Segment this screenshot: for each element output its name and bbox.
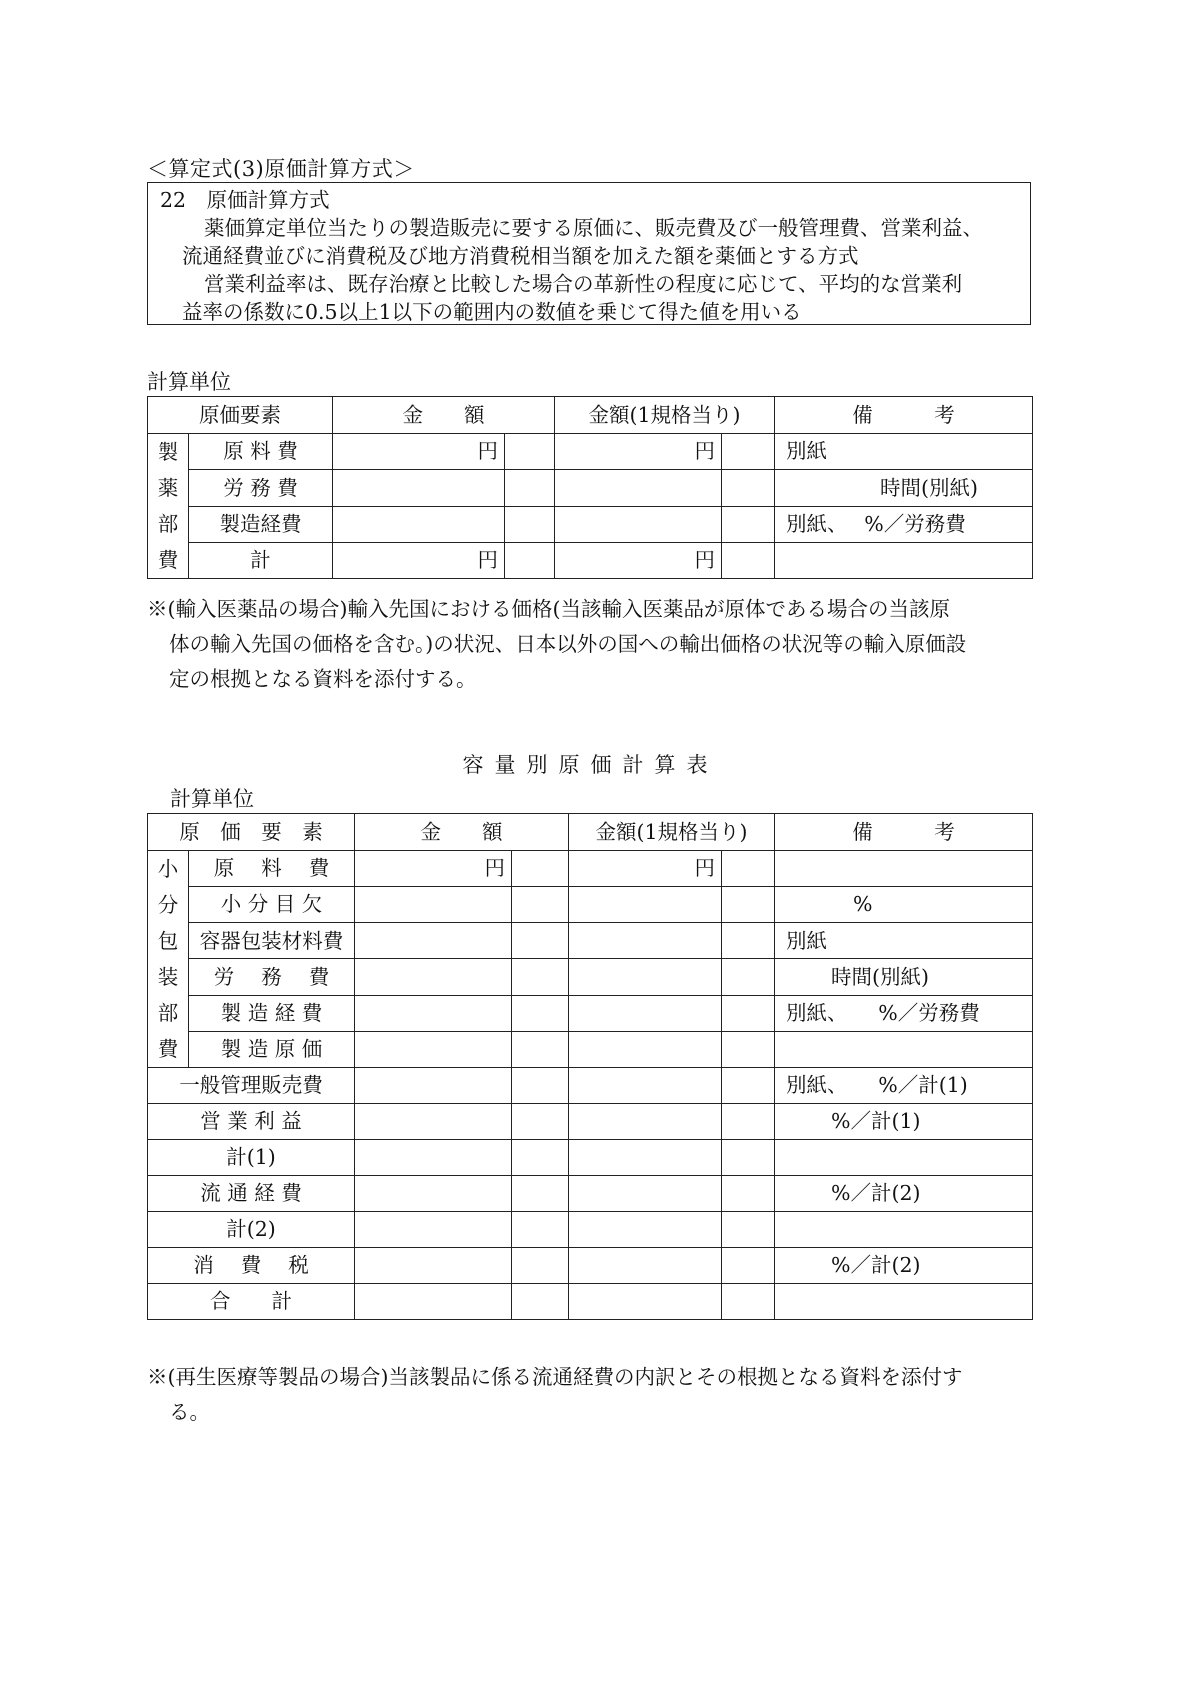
spec-amount-cell xyxy=(722,1031,775,1067)
amount-cell xyxy=(512,959,569,995)
spec-amount-cell xyxy=(722,1140,775,1176)
spec-amount-cell xyxy=(722,1176,775,1212)
amount-cell xyxy=(355,1140,512,1176)
amount-cell xyxy=(333,470,505,506)
remark-cell: 別紙、 %／計(1) xyxy=(775,1068,1033,1104)
row-name: 流 通 経 費 xyxy=(148,1176,355,1212)
amount-cell xyxy=(505,470,555,506)
table-row xyxy=(148,1176,1033,1212)
definition-line: 薬価算定単位当たりの製造販売に要する原価に、販売費及び一般管理費、営業利益、 xyxy=(204,216,983,240)
cost-table-1 xyxy=(147,396,1033,579)
amount-cell xyxy=(355,995,512,1031)
definition-title: 22 原価計算方式 xyxy=(160,188,330,212)
calc-unit-label: 計算単位 xyxy=(170,787,254,811)
amount-cell xyxy=(512,887,569,923)
row-name: 製造経費 xyxy=(189,506,333,542)
remark-cell: %／計(1) xyxy=(775,1104,1033,1140)
amount-cell xyxy=(512,1212,569,1248)
table-row xyxy=(148,470,1033,506)
remark-cell xyxy=(775,851,1033,887)
amount-cell xyxy=(355,1176,512,1212)
amount-cell xyxy=(505,542,555,578)
row-name: 営 業 利 益 xyxy=(148,1104,355,1140)
remark-cell xyxy=(775,1031,1033,1067)
row-name: 小 分 目 欠 xyxy=(189,887,355,923)
spec-amount-cell: 円 xyxy=(555,542,722,578)
spec-amount-cell xyxy=(722,1068,775,1104)
amount-cell xyxy=(355,1104,512,1140)
remark-cell: 別紙、 %／労務費 xyxy=(775,995,1033,1031)
row-name: 計(2) xyxy=(148,1212,355,1248)
amount-cell: 円 xyxy=(333,542,505,578)
remark-cell: 別紙 xyxy=(775,434,1033,470)
amount-cell xyxy=(355,1284,512,1320)
spec-amount-cell xyxy=(722,506,775,542)
spec-amount-cell xyxy=(722,995,775,1031)
amount-cell xyxy=(512,1140,569,1176)
definition-line: 流通経費並びに消費税及び地方消費税相当額を加えた額を薬価とする方式 xyxy=(182,244,859,268)
remark-cell: 時間(別紙) xyxy=(775,959,1033,995)
remark-cell: 時間(別紙) xyxy=(775,470,1033,506)
table-row xyxy=(148,887,1033,923)
remark-cell xyxy=(775,1212,1033,1248)
group-label-manufacturing: 製 薬 部 費 xyxy=(148,434,189,579)
table-row xyxy=(148,1140,1033,1176)
group-label-packaging: 小 分 包 装 部 費 xyxy=(148,851,189,1068)
spec-amount-cell xyxy=(722,851,775,887)
header-amount: 金 額 xyxy=(333,397,555,434)
spec-amount-cell xyxy=(569,887,722,923)
import-note xyxy=(147,592,1037,697)
row-name: 容器包装材料費 xyxy=(189,923,355,959)
spec-amount-cell xyxy=(722,1104,775,1140)
amount-cell xyxy=(512,1176,569,1212)
row-name: 労 務 費 xyxy=(189,959,355,995)
amount-cell xyxy=(512,1031,569,1067)
table-row xyxy=(148,1068,1033,1104)
spec-amount-cell xyxy=(569,1284,722,1320)
spec-amount-cell xyxy=(569,1104,722,1140)
amount-cell xyxy=(512,851,569,887)
amount-cell xyxy=(333,506,505,542)
amount-cell xyxy=(505,506,555,542)
spec-amount-cell xyxy=(722,1212,775,1248)
remark-cell xyxy=(775,542,1033,578)
spec-amount-cell xyxy=(555,470,722,506)
table-row xyxy=(148,923,1033,959)
amount-cell xyxy=(512,995,569,1031)
amount-cell xyxy=(512,1284,569,1320)
row-name: 製 造 経 費 xyxy=(189,995,355,1031)
amount-cell xyxy=(355,959,512,995)
spec-amount-cell xyxy=(569,1248,722,1284)
amount-cell xyxy=(355,1212,512,1248)
header-cost-element: 原価要素 xyxy=(148,397,333,434)
header-cost-element: 原 価 要 素 xyxy=(148,814,355,851)
amount-cell xyxy=(512,1068,569,1104)
row-name: 計 xyxy=(189,542,333,578)
table-row xyxy=(148,1104,1033,1140)
header-remarks: 備 考 xyxy=(775,814,1033,851)
amount-cell xyxy=(355,887,512,923)
amount-cell xyxy=(512,923,569,959)
table-row xyxy=(148,506,1033,542)
row-name: 合 計 xyxy=(148,1284,355,1320)
spec-amount-cell xyxy=(569,959,722,995)
table-row xyxy=(148,959,1033,995)
spec-amount-cell xyxy=(569,1176,722,1212)
table-header-row xyxy=(148,814,1033,851)
table-row xyxy=(148,851,1033,887)
header-remarks: 備 考 xyxy=(775,397,1033,434)
definition-line: 営業利益率は、既存治療と比較した場合の革新性の程度に応じて、平均的な営業利 xyxy=(204,272,963,296)
cost-table-2 xyxy=(147,813,1033,1320)
amount-cell xyxy=(505,434,555,470)
table-row xyxy=(148,1212,1033,1248)
remark-cell xyxy=(775,1284,1033,1320)
spec-amount-cell xyxy=(722,1248,775,1284)
amount-cell xyxy=(355,923,512,959)
definition-line: 益率の係数に0.5以上1以下の範囲内の数値を乗じて得た値を用いる xyxy=(182,300,802,324)
spec-amount-cell xyxy=(569,1212,722,1248)
note-line: ※(再生医療等製品の場合)当該製品に係る流通経費の内訳とその根拠となる資料を添付す xyxy=(147,1365,963,1389)
definition-box xyxy=(147,182,1031,325)
table-row xyxy=(148,1248,1033,1284)
amount-cell: 円 xyxy=(355,851,512,887)
table-row xyxy=(148,995,1033,1031)
note-line: 定の根拠となる資料を添付する。 xyxy=(169,667,477,691)
remark-cell: %／計(2) xyxy=(775,1248,1033,1284)
amount-cell: 円 xyxy=(333,434,505,470)
table-row xyxy=(148,1031,1033,1067)
row-name: 原 料 費 xyxy=(189,434,333,470)
table-title: 容量別原価計算表 xyxy=(462,753,719,777)
row-name: 原 料 費 xyxy=(189,851,355,887)
spec-amount-cell xyxy=(722,887,775,923)
amount-cell xyxy=(512,1104,569,1140)
spec-amount-cell xyxy=(722,470,775,506)
row-name: 消 費 税 xyxy=(148,1248,355,1284)
header-amount-per-spec: 金額(1規格当り) xyxy=(569,814,775,851)
spec-amount-cell xyxy=(722,959,775,995)
note-line: る。 xyxy=(169,1400,210,1424)
spec-amount-cell xyxy=(569,923,722,959)
note-line: 体の輸入先国の価格を含む。)の状況、日本以外の国への輸出価格の状況等の輸入原価設 xyxy=(169,632,967,656)
remark-cell: %／計(2) xyxy=(775,1176,1033,1212)
spec-amount-cell: 円 xyxy=(555,434,722,470)
remark-cell: 別紙、 %／労務費 xyxy=(775,506,1033,542)
spec-amount-cell xyxy=(569,995,722,1031)
amount-cell xyxy=(355,1031,512,1067)
spec-amount-cell xyxy=(555,506,722,542)
row-name: 製 造 原 価 xyxy=(189,1031,355,1067)
spec-amount-cell xyxy=(569,1068,722,1104)
spec-amount-cell xyxy=(569,1140,722,1176)
spec-amount-cell: 円 xyxy=(569,851,722,887)
table-header-row xyxy=(148,397,1033,434)
table-row xyxy=(148,434,1033,470)
remark-cell xyxy=(775,1140,1033,1176)
note-line: ※(輸入医薬品の場合)輸入先国における価格(当該輸入医薬品が原体である場合の当該原 xyxy=(147,597,950,621)
remark-cell: % xyxy=(775,887,1033,923)
row-name: 労 務 費 xyxy=(189,470,333,506)
row-name: 計(1) xyxy=(148,1140,355,1176)
spec-amount-cell xyxy=(722,1284,775,1320)
remark-cell: 別紙 xyxy=(775,923,1033,959)
calc-unit-label: 計算単位 xyxy=(147,370,231,394)
amount-cell xyxy=(355,1248,512,1284)
spec-amount-cell xyxy=(722,542,775,578)
section-heading: ＜算定式(3)原価計算方式＞ xyxy=(147,157,415,181)
spec-amount-cell xyxy=(569,1031,722,1067)
table-row xyxy=(148,542,1033,578)
regenerative-note xyxy=(147,1360,1037,1430)
spec-amount-cell xyxy=(722,923,775,959)
amount-cell xyxy=(355,1068,512,1104)
header-amount-per-spec: 金額(1規格当り) xyxy=(555,397,775,434)
amount-cell xyxy=(512,1248,569,1284)
row-name: 一般管理販売費 xyxy=(148,1068,355,1104)
table-row xyxy=(148,1284,1033,1320)
header-amount: 金 額 xyxy=(355,814,569,851)
spec-amount-cell xyxy=(722,434,775,470)
